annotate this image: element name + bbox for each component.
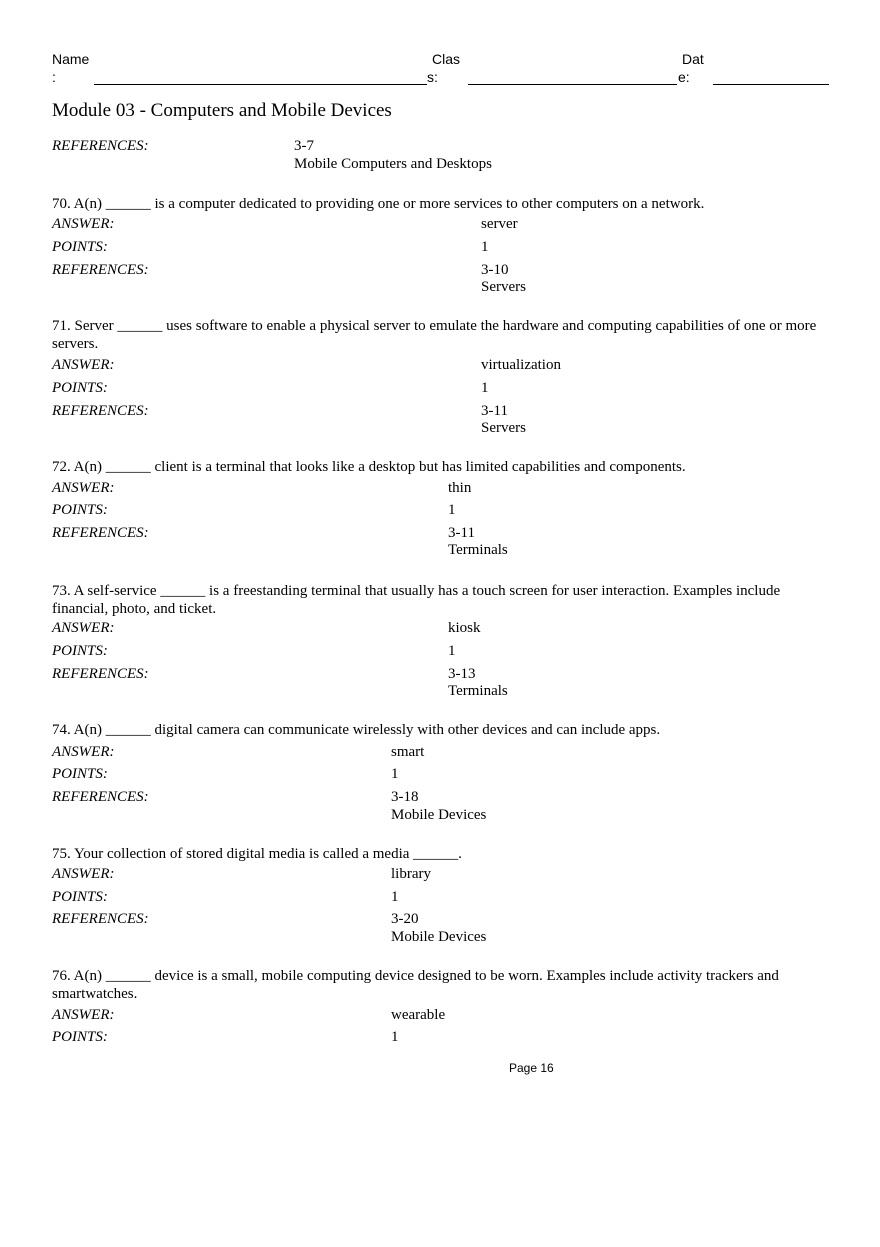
page-number: Page 16 xyxy=(509,1061,554,1075)
references-label: REFERENCES: xyxy=(52,262,149,278)
answer-label: ANSWER: xyxy=(52,1007,115,1023)
answer-label: ANSWER: xyxy=(52,620,115,636)
answer-value: thin xyxy=(448,480,472,496)
answer-label: ANSWER: xyxy=(52,480,115,496)
points-label: POINTS: xyxy=(52,766,108,782)
points-label: POINTS: xyxy=(52,1029,108,1045)
references-label: REFERENCES: xyxy=(52,403,149,419)
reference-code: 3-7 xyxy=(294,138,314,154)
class-label-suffix: s: xyxy=(427,69,438,85)
reference-code: 3-13 xyxy=(448,666,476,682)
points-label: POINTS: xyxy=(52,643,108,659)
reference-code: 3-10 xyxy=(481,262,509,278)
reference-code: 3-11 xyxy=(481,403,508,419)
points-label: POINTS: xyxy=(52,239,108,255)
class-label: Clas xyxy=(432,51,461,67)
references-label: REFERENCES: xyxy=(52,525,149,541)
reference-topic: Mobile Devices xyxy=(391,929,487,945)
date-label: Dat xyxy=(682,51,704,67)
points-value: 1 xyxy=(481,239,489,255)
date-label-suffix: e: xyxy=(678,69,690,85)
answer-value: library xyxy=(391,866,431,882)
reference-topic: Mobile Devices xyxy=(391,807,487,823)
reference-topic: Servers xyxy=(481,279,526,295)
points-value: 1 xyxy=(448,643,456,659)
answer-value: smart xyxy=(391,744,425,760)
points-label: POINTS: xyxy=(52,502,108,518)
name-colon: : xyxy=(52,69,56,85)
points-label: POINTS: xyxy=(52,380,108,396)
reference-code: 3-18 xyxy=(391,789,419,805)
answer-value: kiosk xyxy=(448,620,481,636)
answer-label: ANSWER: xyxy=(52,357,115,373)
reference-topic: Terminals xyxy=(448,542,508,558)
points-value: 1 xyxy=(391,889,399,905)
reference-code: 3-20 xyxy=(391,911,419,927)
page-title: Module 03 - Computers and Mobile Devices xyxy=(52,100,392,121)
question-text: 73. A self-service ______ is a freestanding terminal that usually has a touch screen for user interaction. Examples include financial, photo, and ticket. xyxy=(52,583,781,617)
class-field-line[interactable] xyxy=(468,84,677,85)
answer-label: ANSWER: xyxy=(52,866,115,882)
question-text: 74. A(n) ______ digital camera can communicate wirelessly with other devices and can include apps. xyxy=(52,722,661,738)
references-label: REFERENCES: xyxy=(52,789,149,805)
question-text: 71. Server ______ uses software to enable a physical server to emulate the hardware and computing capabilities of one or more servers. xyxy=(52,318,817,352)
reference-topic: Servers xyxy=(481,420,526,436)
points-value: 1 xyxy=(391,1029,399,1045)
points-value: 1 xyxy=(481,380,489,396)
answer-value: server xyxy=(481,216,518,232)
references-label: REFERENCES: xyxy=(52,138,149,154)
references-label: REFERENCES: xyxy=(52,911,149,927)
answer-label: ANSWER: xyxy=(52,216,115,232)
name-field-line[interactable] xyxy=(94,84,427,85)
answer-value: virtualization xyxy=(481,357,561,373)
question-text: 70. A(n) ______ is a computer dedicated to providing one or more services to other computers on a network. xyxy=(52,196,705,212)
reference-topic: Terminals xyxy=(448,683,508,699)
points-label: POINTS: xyxy=(52,889,108,905)
question-text: 76. A(n) ______ device is a small, mobile computing device designed to be worn. Examples include activity trackers and smartwatches. xyxy=(52,968,779,1002)
reference-code: 3-11 xyxy=(448,525,475,541)
references-label: REFERENCES: xyxy=(52,666,149,682)
question-text: 75. Your collection of stored digital media is called a media ______. xyxy=(52,846,462,862)
answer-value: wearable xyxy=(391,1007,446,1023)
reference-topic: Mobile Computers and Desktops xyxy=(294,156,492,172)
points-value: 1 xyxy=(391,766,399,782)
name-label: Name xyxy=(52,51,90,67)
question-text: 72. A(n) ______ client is a terminal that looks like a desktop but has limited capabilities and components. xyxy=(52,459,686,475)
answer-label: ANSWER: xyxy=(52,744,115,760)
points-value: 1 xyxy=(448,502,456,518)
date-field-line[interactable] xyxy=(713,84,829,85)
